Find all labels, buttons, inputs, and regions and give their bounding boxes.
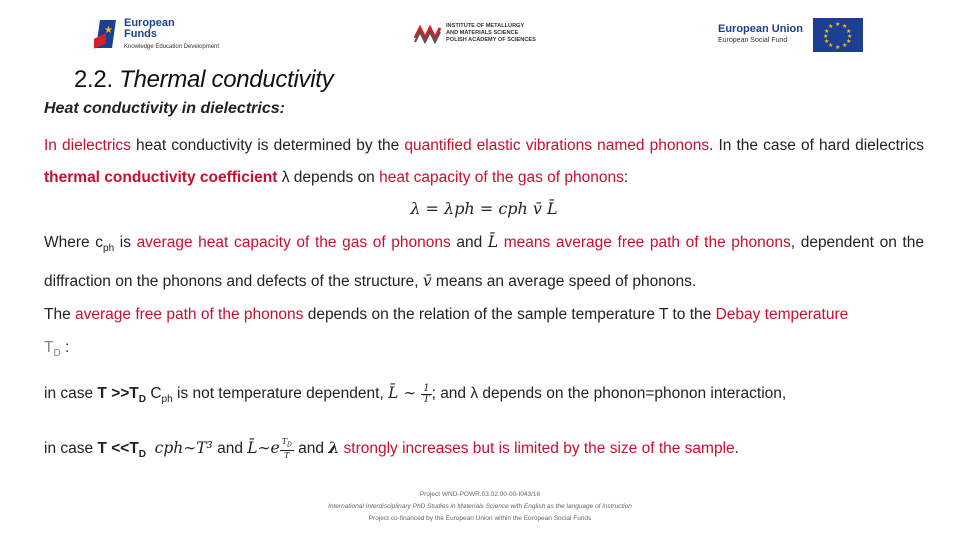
p2-e: L̄ [487,233,499,251]
case1-a: in case [44,385,98,403]
p1-e: thermal conductivity coefficient [44,169,278,186]
p1-f: λ depends on [277,169,380,186]
european-funds-logo [94,16,244,54]
p2-d: and [450,234,488,251]
institute-line3: POLISH ACADEMY OF SCIENCES [446,36,536,43]
case-low-temperature [44,425,924,478]
p3-b: average free path of the phonons [75,306,304,324]
eu-title: European Union [718,23,803,35]
case1-c-sub: ph [161,394,173,406]
p1-b: heat conductivity is determined by the [130,137,405,154]
p1-g: heat capacity of the gas of phonons [379,169,624,186]
ef-title-line1: European [124,16,175,29]
p1-c: quantified elastic vibrations named phonons [404,137,710,154]
case1-b: T >>T [97,385,139,403]
eu-flag-icon: ★ ★ ★ ★ ★ ★ ★ ★ ★ ★ ★ ★ [813,18,863,52]
case1-b-sub: D [138,394,147,406]
footer-cofinanced: Project co-financed by the European Union within the European Social Funds [368,515,592,522]
p3-d: Debay temperature [715,306,849,324]
title-number: 2.2. [74,66,113,93]
frac-den: T [423,393,430,405]
case2-i: . [734,440,739,458]
p3-e: T [44,339,54,357]
case2-e: L̄∼e [247,439,280,458]
p1-h: : [623,169,629,186]
case1-f: ; and λ depends on the phonon=phonon interaction, [431,385,787,403]
p3-f: : [60,339,70,357]
case2-h: strongly increases but is limited by the size of the sample [339,440,735,458]
p3-a: The [44,306,76,324]
frac-num: 1 [423,382,430,394]
p3-e-sub: D [53,348,61,360]
eu-subtitle: European Social Fund [718,37,788,44]
case2-f: and [293,440,329,458]
case1-fraction [421,384,431,405]
p2-a-sub: ph [103,243,115,255]
p2-c: average heat capacity of the gas of phonons [136,234,451,251]
case2-c: cph∼T³ [154,439,213,458]
case1-c: C [146,385,162,403]
institute-emblem-icon [414,22,442,44]
p1-a: In dielectrics [44,137,131,154]
p2-g: , dependent on the diffraction on the phonons and defects of the structure, [44,234,924,291]
p2-b: is [114,234,137,251]
main-content [44,98,924,478]
case2-exponent: $\frac{T_D}{T}$ [281,436,292,461]
ef-subtitle: Knowledge Education Development [124,43,220,50]
paragraph-phonons [44,130,924,194]
p2-i: means an average speed of phonons. [431,273,697,291]
paragraph-heat-capacity [44,226,924,298]
footer [0,489,960,525]
ef-title-line2: Funds [124,27,157,40]
footer-program: International Interdisciplinary PhD Studies in Materials Science with English as the language of instruction [328,503,632,510]
case2-a: in case [44,440,98,458]
subheading: Heat conductivity in dielectrics: [44,100,285,117]
case2-b-sub: D [138,449,147,461]
case1-e: L̄ ∼ [388,384,422,403]
paragraph-debye [44,298,924,370]
case2-g: λ [328,438,340,458]
institute-line1: INSTITUTE OF METALLURGY [446,22,525,29]
p2-h: v̄ [422,272,432,291]
european-union-logo [718,18,863,52]
page-title [74,66,333,94]
institute-logo [414,22,536,44]
case2-d: and [212,440,248,458]
formula-thermal-conductivity: λ = λph = cph v̄ L̄ [410,199,558,218]
case2-b: T <<T [97,440,139,458]
case-high-temperature [44,370,924,423]
p1-d: . In the case of hard dielectrics [709,137,925,154]
p3-c: depends on the relation of the sample temperature T to the [303,306,716,324]
title-text: Thermal conductivity [119,66,334,93]
p2-f: means average free path of the phonons [498,234,791,251]
p2-a: Where c [44,234,104,251]
european-funds-emblem-icon: ★ [94,18,120,52]
footer-project-number: Project WND-POWR.03.02.00-00-I043/16 [419,491,541,498]
institute-line2: AND MATERIALS SCIENCE [446,29,519,36]
case1-d: is not temperature dependent, [172,385,389,403]
